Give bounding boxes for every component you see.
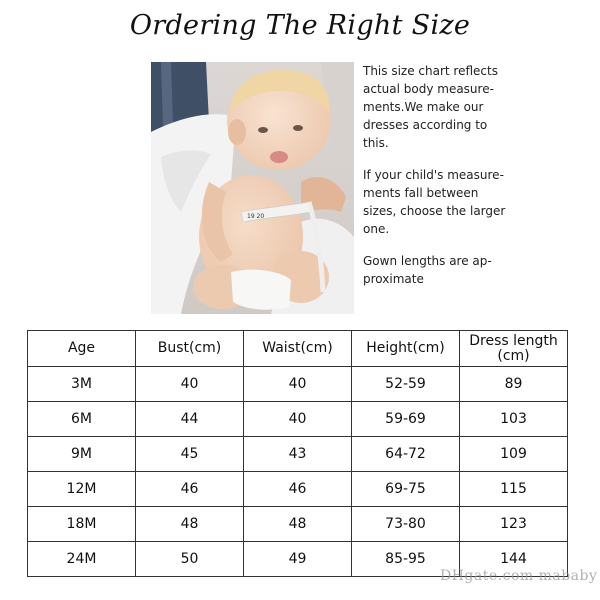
cell-age: 18M (28, 507, 136, 542)
cell-dress-length: 109 (460, 437, 568, 472)
cell-bust: 48 (136, 507, 244, 542)
page-title: Ordering The Right Size (129, 10, 471, 41)
header-bust: Bust(cm) (136, 331, 244, 367)
cell-waist: 40 (244, 402, 352, 437)
cell-bust: 46 (136, 472, 244, 507)
cell-age: 12M (28, 472, 136, 507)
cell-dress-length: 144 (460, 542, 568, 577)
header-height: Height(cm) (352, 331, 460, 367)
cell-dress-length: 89 (460, 367, 568, 402)
watermark: DHgate.com mababy (440, 568, 598, 584)
header-dress-length-label: Dress length (469, 332, 558, 349)
cell-age: 9M (28, 437, 136, 472)
tape-marking: 19 20 (247, 213, 265, 220)
header-dress-length-unit: (cm) (497, 347, 530, 364)
cell-bust: 40 (136, 367, 244, 402)
size-description (363, 62, 513, 302)
description-paragraph: Gown lengths are ap- proximate (363, 254, 492, 286)
table-row (28, 402, 568, 437)
description-paragraph: This size chart reflects actual body measure- ments.We make our dresses according to this. (363, 64, 498, 150)
cell-age: 3M (28, 367, 136, 402)
header-waist: Waist(cm) (244, 331, 352, 367)
cell-height: 52-59 (352, 367, 460, 402)
cell-bust: 44 (136, 402, 244, 437)
table-row (28, 472, 568, 507)
baby-measuring-photo (151, 62, 354, 314)
cell-dress-length: 115 (460, 472, 568, 507)
cell-age: 24M (28, 542, 136, 577)
cell-height: 85-95 (352, 542, 460, 577)
header-age: Age (28, 331, 136, 367)
size-chart-table (27, 330, 568, 577)
table-row (28, 437, 568, 472)
cell-waist: 46 (244, 472, 352, 507)
cell-height: 59-69 (352, 402, 460, 437)
cell-dress-length: 123 (460, 507, 568, 542)
cell-height: 73-80 (352, 507, 460, 542)
baby-illustration (151, 62, 354, 314)
table-row (28, 507, 568, 542)
cell-bust: 45 (136, 437, 244, 472)
cell-height: 69-75 (352, 472, 460, 507)
cell-waist: 43 (244, 437, 352, 472)
cell-dress-length: 103 (460, 402, 568, 437)
cell-bust: 50 (136, 542, 244, 577)
description-paragraph: If your child's measure- ments fall between sizes, choose the larger one. (363, 168, 506, 236)
table-header-row (28, 331, 568, 367)
cell-waist: 49 (244, 542, 352, 577)
cell-age: 6M (28, 402, 136, 437)
cell-waist: 48 (244, 507, 352, 542)
header-dress-length (460, 331, 568, 367)
cell-waist: 40 (244, 367, 352, 402)
table-row (28, 367, 568, 402)
cell-height: 64-72 (352, 437, 460, 472)
